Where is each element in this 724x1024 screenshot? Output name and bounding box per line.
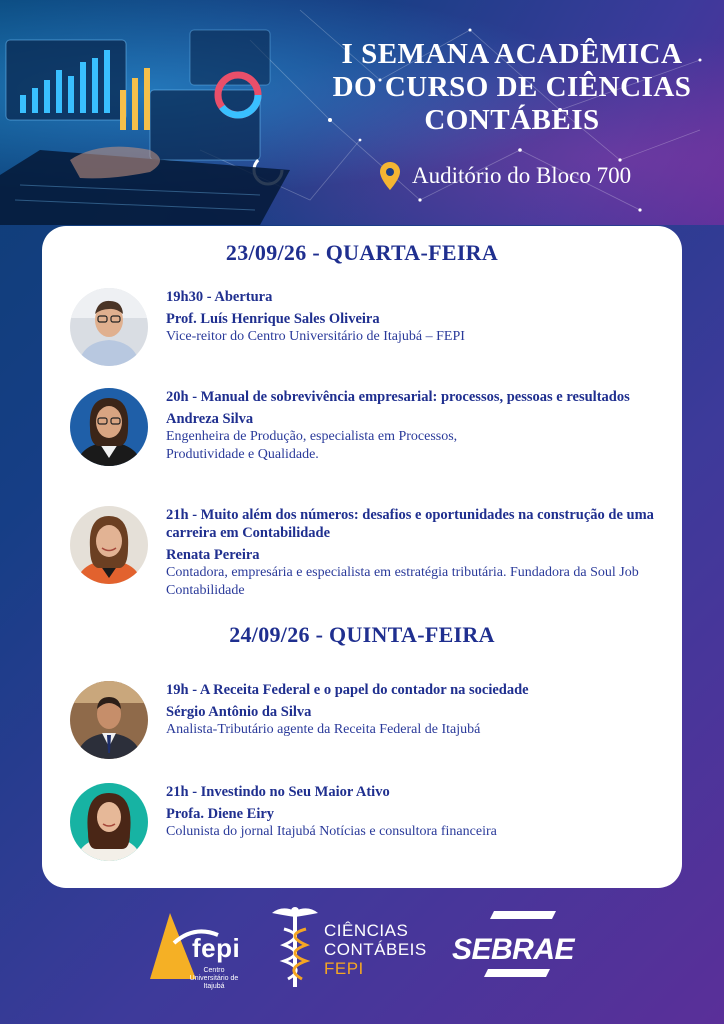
ciencias-contabeis-text	[324, 921, 427, 978]
title-line-2: DO CURSO DE CIÊNCIAS	[332, 71, 692, 103]
event-time-title: 21h - Investindo no Seu Maior Ativo	[166, 784, 390, 800]
event-time-title: 19h30 - Abertura	[166, 289, 273, 305]
speaker-name: Profa. Diene Eiry	[166, 806, 275, 822]
speaker-photo	[70, 388, 148, 466]
title-line-1: I SEMANA ACADÊMICA	[341, 38, 683, 70]
speaker-photo	[70, 288, 148, 366]
map-pin-icon	[380, 162, 400, 190]
title-line-3: CONTÁBEIS	[424, 104, 600, 136]
speaker-photo	[70, 681, 148, 759]
speaker-description: Vice-reitor do Centro Universitário de Itajubá – FEPI	[166, 329, 465, 344]
speaker-photo	[70, 783, 148, 861]
day-heading-2: 24/09/26 - QUINTA-FEIRA	[229, 622, 495, 647]
speaker-name: Renata Pereira	[166, 547, 260, 563]
hero-banner	[0, 0, 724, 225]
event-details	[166, 506, 674, 600]
event-time-title: 20h - Manual de sobrevivência empresarial: processos, pessoas e resultados	[166, 389, 630, 405]
program-card	[42, 226, 682, 888]
fepi-wordmark: fepi	[192, 933, 241, 963]
location	[380, 160, 631, 192]
event-details	[166, 783, 674, 841]
sebrae-wordmark: SEBRAE	[452, 933, 575, 966]
cc-line-1: CIÊNCIAS	[324, 921, 409, 940]
event-details	[166, 288, 674, 346]
speaker-description: Colunista do jornal Itajubá Notícias e consultora financeira	[166, 824, 497, 839]
fepi-subtitle: Centro Universitário de Itajubá	[189, 967, 239, 990]
event-time-title: 19h - A Receita Federal e o papel do contador na sociedade	[166, 682, 529, 698]
speaker-photo	[70, 506, 148, 584]
ciencias-contabeis-logo	[268, 903, 438, 991]
fepi-logo	[148, 905, 248, 990]
caduceus-icon	[268, 903, 322, 991]
speaker-description: Analista-Tributário agente da Receita Federal de Itajubá	[166, 722, 481, 737]
footer-logos	[0, 895, 724, 1024]
speaker-description: Contadora, empresária e especialista em estratégia tributária. Fundadora da Soul Job Contabilidade	[166, 565, 639, 598]
location-text: Auditório do Bloco 700	[412, 163, 632, 188]
cc-line-2: CONTÁBEIS	[324, 940, 427, 959]
speaker-name: Sérgio Antônio da Silva	[166, 704, 312, 720]
speaker-name: Prof. Luís Henrique Sales Oliveira	[166, 311, 380, 327]
speaker-name: Andreza Silva	[166, 411, 254, 427]
day-heading-1: 23/09/26 - QUARTA-FEIRA	[225, 240, 499, 265]
event-time-title: 21h - Muito além dos números: desafios e oportunidades na construção de uma carreira em Contabilidade	[166, 507, 654, 541]
event-details	[166, 681, 674, 739]
speaker-description: Engenheira de Produção, especialista em Processos, Produtividade e Qualidade.	[166, 429, 458, 462]
event-title	[330, 38, 694, 137]
sebrae-logo	[452, 909, 582, 981]
cc-line-3: FEPI	[324, 959, 364, 978]
event-details	[166, 388, 674, 464]
